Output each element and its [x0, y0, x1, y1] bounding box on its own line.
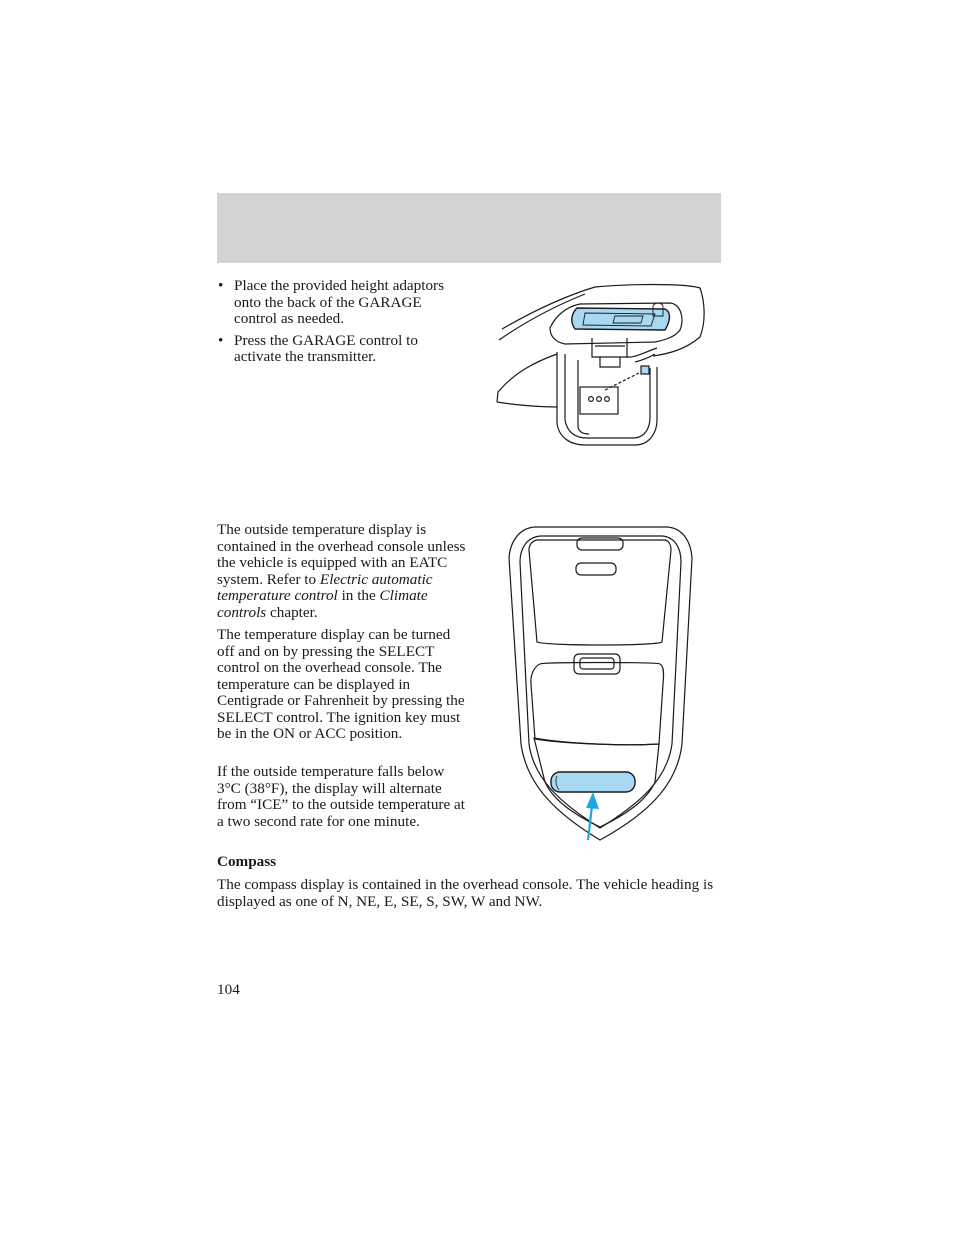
garage-control-illustration [495, 282, 710, 450]
temp-paragraph-3: If the outside temperature falls below 3°C (38°F), the display will alternate from “ICE” to the outside temperature at a two second rate for one minute. [217, 763, 465, 830]
temp-p1-text-c: chapter. [266, 603, 318, 621]
bullet-text: Place the provided height adaptors onto the back of the GARAGE control as needed. [234, 277, 445, 327]
compass-heading: Compass [217, 853, 277, 870]
bullet-list [217, 278, 462, 371]
bullet-dot-icon: • [218, 331, 224, 349]
bullet-dot-icon: • [218, 277, 224, 294]
compass-paragraph: The compass display is contained in the overhead console. The vehicle heading is displayed as one of N, NE, E, SE, S, SW, W and NW. [217, 876, 714, 910]
temp-p1-ref-climate: Climate controls [217, 587, 428, 621]
overhead-console-illustration [507, 524, 695, 842]
page-number: 104 [217, 981, 240, 998]
bullet-text: Press the GARAGE control to activate the transmitter. [234, 331, 418, 365]
bullet-item [217, 333, 462, 366]
temp-paragraph-2: The temperature display can be turned off and on by pressing the SELECT control on the overhead console. The temperature can be displayed in Centigrade or Fahrenheit by pressing the SELECT control. The ignition key must be in the ON or ACC position. [217, 626, 465, 742]
bullet-item [217, 278, 462, 328]
temp-paragraph-1 [217, 522, 469, 621]
temp-p1-ref-eatc: Electric automatic temperature control [217, 570, 433, 604]
temp-p1-text-b: in the [337, 587, 380, 604]
temp-p1-text-a: The outside temperature display is contained in the overhead console unless the vehicle is equipped with an EATC system. Refer to [217, 521, 466, 588]
header-band [217, 193, 721, 263]
